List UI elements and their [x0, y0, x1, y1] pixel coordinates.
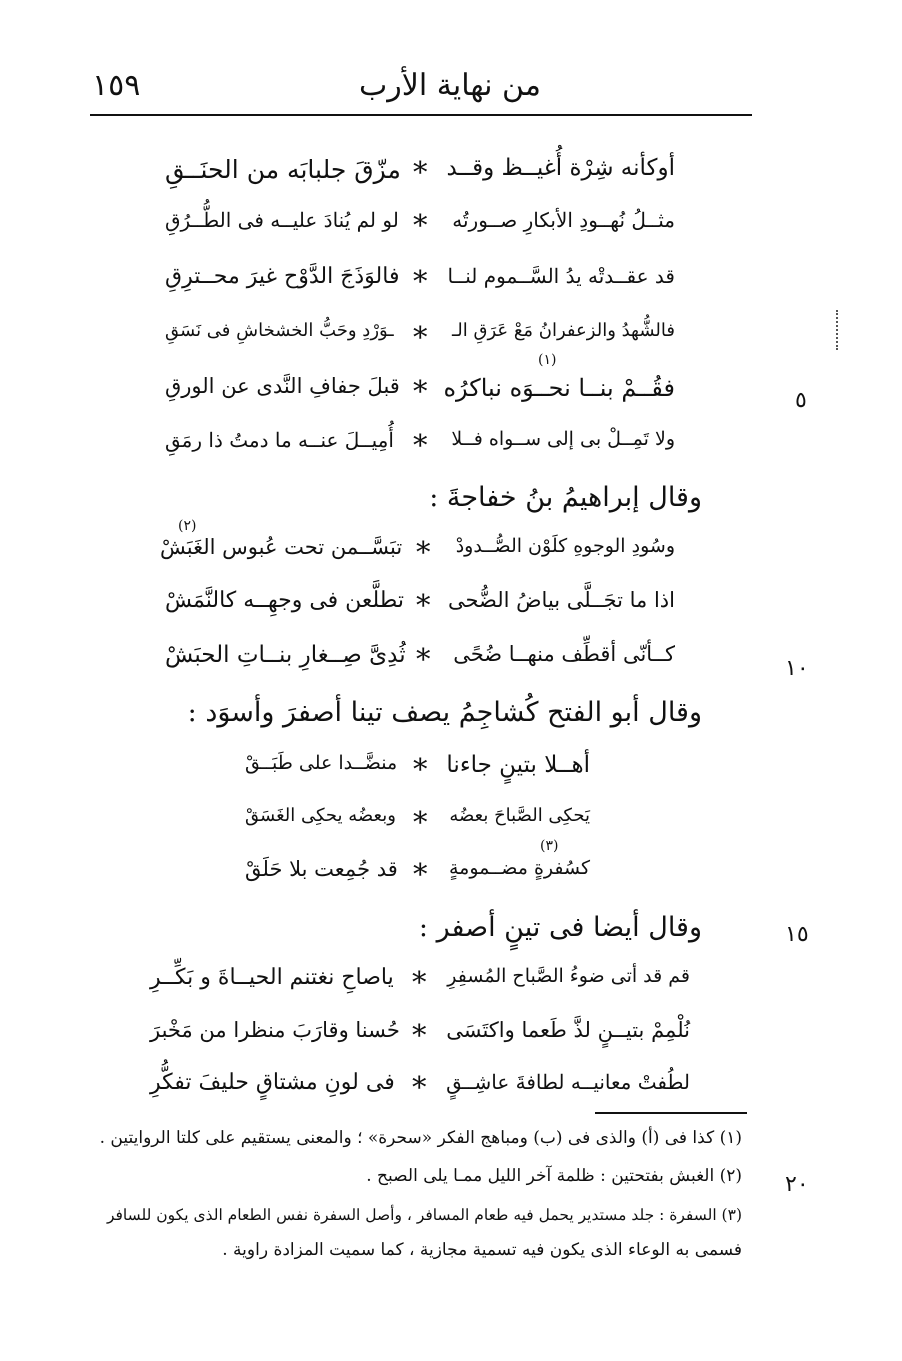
- verse-line: [245, 752, 590, 792]
- hemistich-left: ياصاحِ نغتنم الحيــاةَ و بَكِّــرِ: [150, 965, 394, 990]
- hemistich-right: اذا ما تجَــلَّى بياضُ الضُّحى: [447, 588, 675, 612]
- hemistich-left: فى لونِ مشتاقٍ حليفَ تفكُّرِ: [150, 1070, 395, 1095]
- hemistich-right: أهــلا بتينٍ جاءنا: [446, 752, 590, 778]
- verse-separator: *: [413, 374, 428, 408]
- footnote: (١) كذا فى (أ) والذى فى (ب) ومباهج الفكر «سحرة» ؛ والمعنى يستقيم على كلتا الروايتين .: [99, 1128, 742, 1148]
- verse-separator: *: [413, 752, 428, 786]
- line-number: ١٠: [785, 656, 809, 681]
- hemistich-left: ـوَرْدِ وحَبُّ الخشخاشِ فى نَسَقِ: [165, 320, 394, 341]
- hemistich-right: فقُــمْ بنــا نحــوَه نباكرُه: [443, 374, 675, 402]
- hemistich-right: لطُفتْ معانيــه لطافةَ عاشِــقٍ: [446, 1070, 690, 1094]
- verse-line: [165, 155, 675, 195]
- hemistich-left: ثُدِىَّ صِــغارِ بنــاتِ الحبَشْ: [165, 642, 406, 668]
- footnote-marker: (٢): [178, 518, 197, 534]
- hemistich-left: تبَسَّــمن تحت عُبوس الغَبَشْ: [160, 535, 403, 559]
- footnote: فسمى به الوعاء الذى يكون فيه تسمية مجازية ، كما سميت المزادة راوية .: [222, 1240, 742, 1260]
- verse-line: [150, 1018, 690, 1058]
- hemistich-right: كــأنّى أقطِّف منهــا ضُحًى: [453, 642, 675, 666]
- footnote-marker: (١): [538, 352, 557, 368]
- margin-dots: [836, 310, 844, 350]
- verse-line: [165, 264, 675, 304]
- verse-line: [165, 428, 675, 468]
- verse-separator: *: [413, 857, 428, 891]
- verse-separator: *: [413, 320, 428, 354]
- hemistich-right: نُلْمِمْ بتيــنٍ لذَّ طَعما واكتَسَى: [446, 1018, 690, 1042]
- poem-intro: وقال أبو الفتح كُشاجِمُ يصف تينا أصفرَ وأسوَد :: [187, 697, 702, 728]
- verse-separator: *: [413, 428, 428, 462]
- hemistich-right: فالشُّهدُ والزعفرانُ مَعْ عَرَقِ الـ: [452, 320, 675, 341]
- hemistich-left: قبلَ جفافِ النَّدى عن الورقِ: [165, 374, 400, 398]
- verse-separator: *: [416, 642, 431, 676]
- verse-separator: *: [412, 1018, 427, 1052]
- footnote: (٣) السفرة : جلد مستدير يحمل فيه طعام المسافر ، وأصل السفرة نفس الطعام الذى يكون للسافر: [106, 1206, 742, 1224]
- poem-intro: وقال إبراهيمُ بنُ خفاجةَ :: [429, 482, 702, 513]
- hemistich-left: قد جُمِعت بلا حَلَقْ: [245, 857, 398, 881]
- hemistich-left: حُسنا وقارَبَ منظرا من مَخْبرَ: [150, 1018, 400, 1042]
- line-number: ١٥: [785, 922, 809, 947]
- verse-separator: *: [416, 535, 431, 569]
- verse-line: [245, 857, 590, 897]
- hemistich-right: كسُفرةٍ مضــمومةٍ: [448, 857, 590, 879]
- verse-separator: *: [412, 1070, 427, 1104]
- verse-line: [150, 1070, 690, 1110]
- verse-line: [165, 642, 675, 682]
- footnote-marker: (٣): [540, 838, 559, 854]
- hemistich-right: أوكأنه شِرْة أُغيــظ وقــد: [446, 155, 675, 181]
- verse-separator: *: [413, 805, 428, 839]
- running-title: من نهاية الأرب: [359, 68, 541, 103]
- verse-line: [150, 965, 690, 1005]
- hemistich-right: مثــلُ نُهــودِ الأبكارِ صــورتُه: [452, 208, 675, 232]
- hemistich-right: يَحكِى الصَّباحَ بعضُه: [449, 805, 590, 826]
- line-number: ٥: [795, 388, 807, 413]
- poem-intro: وقال أيضا فى تينٍ أصفر :: [418, 912, 702, 943]
- hemistich-left: تطلَّعن فى وجهِــه كالنَّمَشْ: [165, 588, 404, 613]
- verse-separator: *: [413, 208, 428, 242]
- verse-separator: *: [412, 965, 427, 999]
- hemistich-left: وبعضُه يحكِى الغَسَقْ: [245, 805, 396, 826]
- verse-line: [160, 535, 675, 575]
- hemistich-left: مزّقَ جلبابَه من الحنَــقِ: [165, 155, 401, 184]
- header-rule: [90, 114, 752, 116]
- verse-separator: *: [413, 155, 428, 189]
- verse-line: [165, 208, 675, 248]
- verse-separator: *: [413, 264, 428, 298]
- verse-line: [165, 374, 675, 414]
- hemistich-right: قد عقــدتْه يدُ السَّــموم لنــا: [447, 264, 675, 288]
- verse-line: [165, 588, 675, 628]
- hemistich-right: قم قد أتى ضوءُ الصَّباح المُسفِرِ: [447, 965, 690, 987]
- hemistich-right: ولا تَمِــلْ بى إلى ســواه فــلا: [451, 428, 675, 450]
- verse-line: [165, 320, 675, 360]
- line-number: ٢٠: [785, 1172, 809, 1197]
- hemistich-left: فالوَذَجَ الدَّوْح غيرَ محــترِقِ: [165, 264, 400, 289]
- footnote: (٢) الغبش بفتحتين : ظلمة آخر الليل ممـا يلى الصبح .: [366, 1166, 742, 1186]
- hemistich-left: أُمِيــلَ عنــه ما دمتُ ذا رمَقِ: [165, 428, 394, 452]
- footnote-rule: [595, 1112, 747, 1114]
- hemistich-left: منضَّــدا على طَبَــقْ: [245, 752, 398, 774]
- hemistich-left: لو لم يُنادَ عليــه فى الطُّــرُقِ: [165, 208, 399, 232]
- page-number: ١٥٩: [92, 68, 141, 103]
- hemistich-right: وسُودِ الوجوهِ كلَوْن الصُّــدودْ: [455, 535, 675, 557]
- verse-separator: *: [416, 588, 431, 622]
- verse-line: [245, 805, 590, 845]
